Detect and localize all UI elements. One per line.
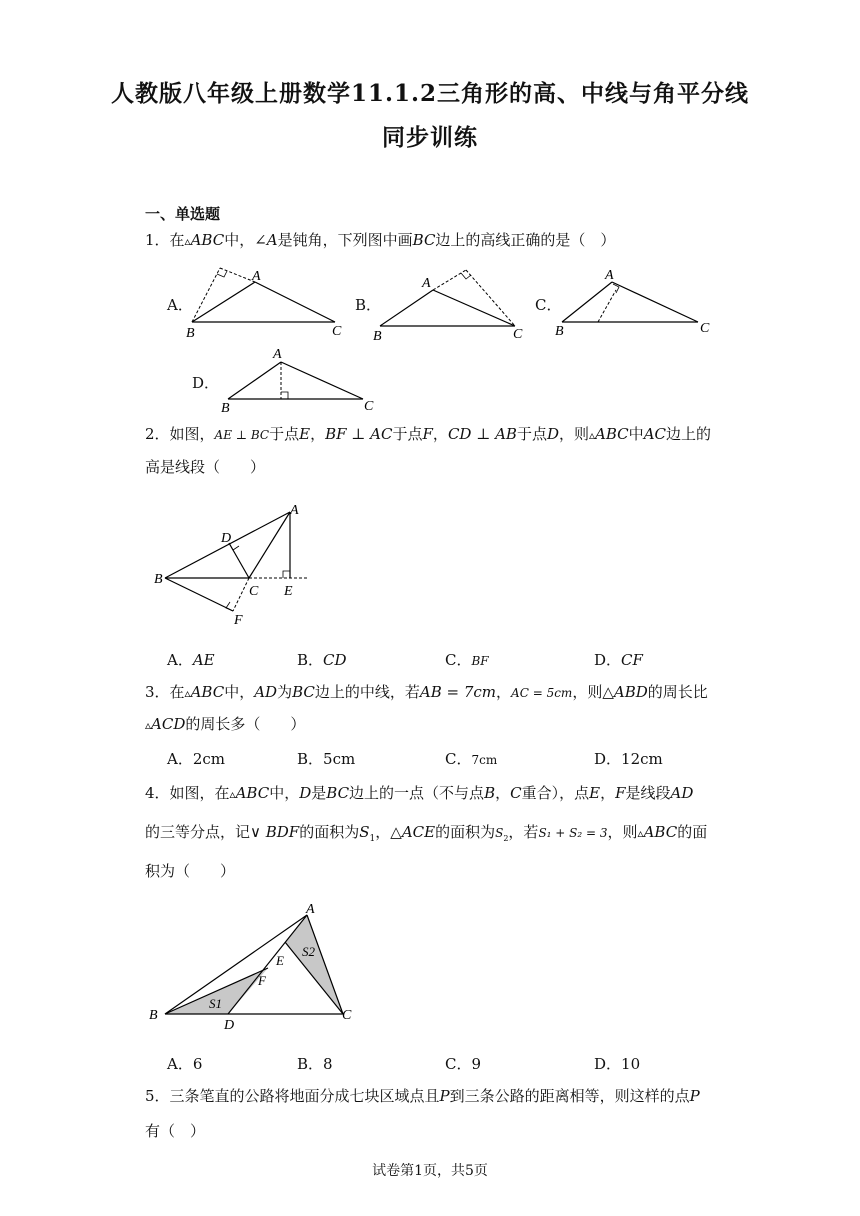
svg-text:B: B [555,324,564,339]
svg-text:B: B [373,329,382,344]
question-5: 5．三条笔直的公路将地面分成七块区域点且P到三条公路的距离相等，则这样的点P [145,1087,700,1105]
svg-text:A: A [605,268,614,283]
svg-text:S1: S1 [209,996,222,1011]
svg-text:A: A [290,503,299,518]
q3-option-a[interactable]: A．2cm [167,750,226,768]
q1-option-b-label: B． [355,296,382,314]
question-2-line2: 高是线段（ ） [145,458,266,476]
q1-option-d-label: D． [192,374,220,392]
label-a: A [252,269,261,284]
q3-option-c[interactable]: C．7cm [445,750,498,768]
question-4-line2: 的三等分点，记∨ BDF的面积为$S_1$，△ACE的面积为$S_2$，若S₁ + S₂ = 3，则▵ABC的面 [145,823,708,844]
svg-text:S2: S2 [302,944,315,959]
question-3-line2: ▵ACD的周长多（ ） [145,715,306,733]
svg-text:D: D [221,531,232,546]
q4-option-a[interactable]: A．6 [167,1055,203,1073]
svg-text:A: A [306,902,315,917]
svg-text:C: C [342,1008,352,1023]
page-title: 人教版八年级上册数学11.1.2三角形的高、中线与角平分线 [110,80,750,107]
page-title-line2: 同步训练 [382,124,478,151]
q1-option-c-label: C． [535,296,562,314]
svg-text:F: F [258,973,266,988]
svg-text:F: F [234,613,243,628]
svg-text:C: C [513,327,523,342]
svg-text:B: B [221,401,230,416]
section-heading: 一、单选题 [145,205,221,223]
question-3: 3．在▵ABC中，AD为BC边上的中线，若AB = 7cm，AC = 5cm，则△ABD的周长比 [145,683,708,701]
svg-text:A: A [273,347,282,362]
question-5-line2: 有（ ） [145,1122,206,1140]
question-1: 1．在▵ABC中，∠A是钝角，下列图中画BC边上的高线正确的是（ ） [145,231,616,249]
q1-figure-c [550,262,720,342]
svg-text:B: B [149,1008,158,1023]
q4-figure [145,898,365,1034]
svg-text:B: B [154,572,163,587]
svg-text:E: E [284,584,293,599]
svg-text:C: C [364,399,374,414]
q4-option-d[interactable]: D．10 [594,1055,641,1073]
question-2: 2．如图，AE ⊥ BC于点E，BF ⊥ AC于点F，CD ⊥ AB于点D，则▵ABC中AC边上的 [145,425,712,443]
q2-option-b[interactable]: B．CD [297,651,347,669]
q1-figure-a [180,262,350,342]
q2-option-a[interactable]: A．AE [167,651,215,669]
label-b: B [186,326,195,341]
q2-figure [145,498,325,630]
question-4: 4．如图，在▵ABC中，D是BC边上的一点（不与点B，C重合），点E，F是线段AD [145,784,694,802]
svg-text:E: E [276,953,284,968]
svg-text:C: C [700,321,710,336]
q3-option-b[interactable]: B．5cm [297,750,356,768]
question-4-line3: 积为（ ） [145,862,236,880]
label-c: C [332,324,342,339]
q1-figure-b [370,262,540,346]
q4-option-c[interactable]: C．9 [445,1055,482,1073]
q4-option-b[interactable]: B．8 [297,1055,333,1073]
svg-text:C: C [249,584,259,599]
svg-text:D: D [224,1018,235,1033]
page-footer: 试卷第1页，共5页 [372,1163,488,1179]
q1-figure-d [213,342,383,418]
q3-option-d[interactable]: D．12cm [594,750,663,768]
q1-option-a-label: A． [167,296,193,314]
q2-option-d[interactable]: D．CF [594,651,643,669]
svg-text:A: A [422,276,431,291]
q2-option-c[interactable]: C．BF [445,651,489,669]
